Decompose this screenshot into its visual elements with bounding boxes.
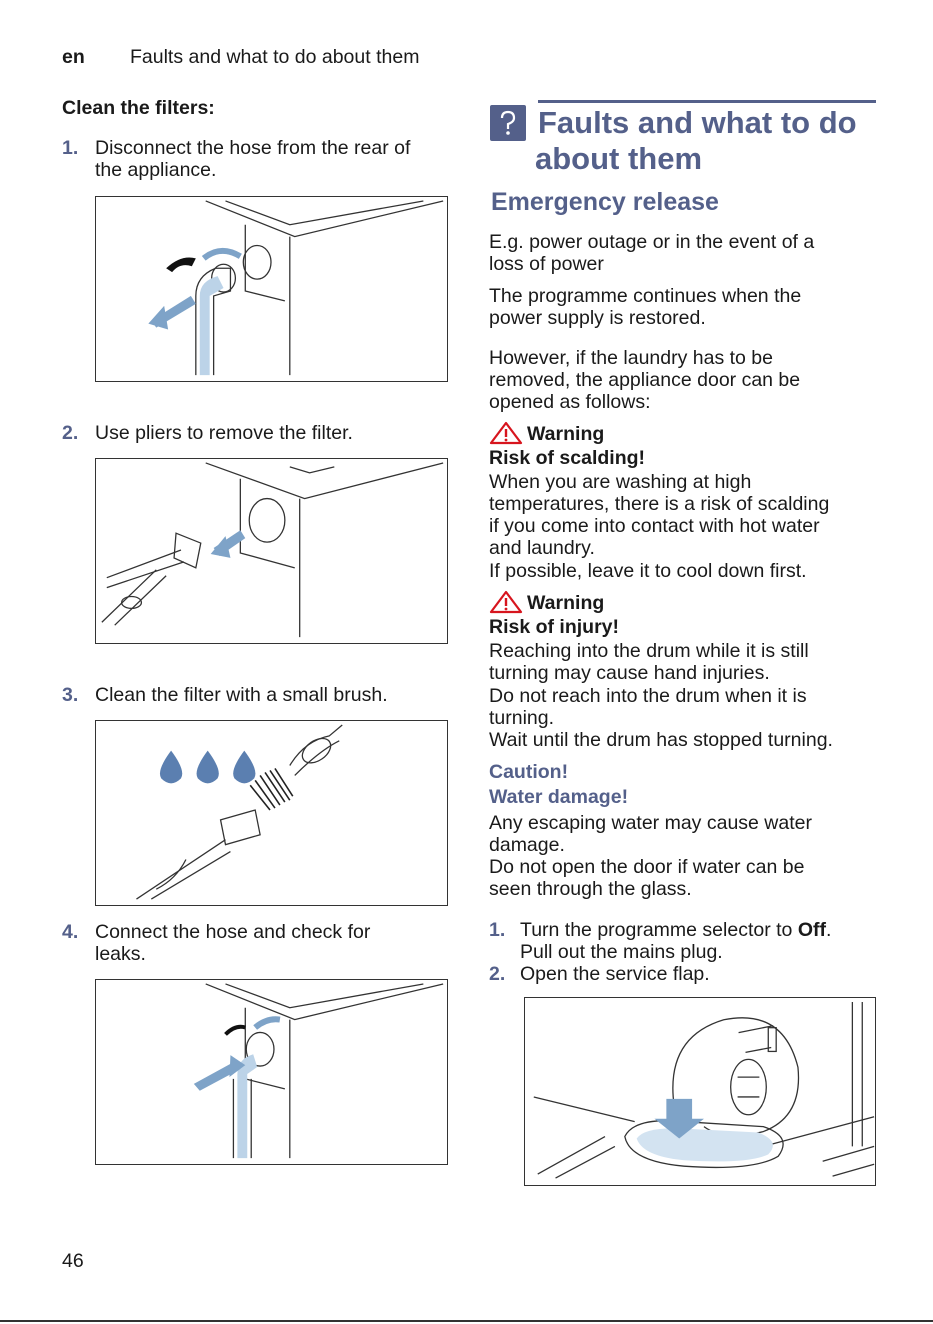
step-text: Open the service flap. bbox=[520, 963, 710, 985]
step-text: Turn the programme selector to Off. bbox=[520, 919, 832, 941]
section-title: Faults and what to do bbox=[538, 105, 857, 140]
warning-text: Do not reach into the drum when it is bbox=[489, 685, 807, 707]
paragraph-text: opened as follows: bbox=[489, 391, 651, 413]
figure-disconnect-hose bbox=[95, 196, 448, 382]
warning-text: if you come into contact with hot water bbox=[489, 515, 820, 537]
figure-clean-filter bbox=[95, 720, 448, 906]
warning-label: Warning bbox=[527, 423, 605, 445]
warning-text: Reaching into the drum while it is still bbox=[489, 640, 809, 662]
step-number: 2. bbox=[489, 963, 506, 985]
step-number: 3. bbox=[62, 684, 79, 706]
figure-remove-filter bbox=[95, 458, 448, 644]
warning-text: If possible, leave it to cool down first. bbox=[489, 560, 807, 582]
warning-text: Wait until the drum has stopped turning. bbox=[489, 729, 833, 751]
warning-text: and laundry. bbox=[489, 537, 595, 559]
pliers-illustration bbox=[96, 459, 447, 643]
section-title-line2: about them bbox=[535, 141, 703, 176]
paragraph-text: power supply is restored. bbox=[489, 307, 706, 329]
warning-text: temperatures, there is a risk of scalding bbox=[489, 493, 830, 515]
caution-text: damage. bbox=[489, 834, 565, 856]
step-number: 4. bbox=[62, 921, 79, 943]
figure-service-flap bbox=[524, 997, 876, 1186]
warning-triangle-icon bbox=[489, 590, 523, 614]
intro-text: loss of power bbox=[489, 253, 604, 275]
caution-label: Caution! bbox=[489, 761, 569, 783]
warning-title: Risk of injury! bbox=[489, 616, 620, 638]
running-header-title: Faults and what to do about them bbox=[130, 46, 420, 68]
step-text: Use pliers to remove the filter. bbox=[95, 422, 353, 444]
question-mark-icon bbox=[490, 105, 526, 141]
step-number: 1. bbox=[62, 137, 79, 159]
figure-connect-hose bbox=[95, 979, 448, 1165]
paragraph-text: However, if the laundry has to be bbox=[489, 347, 773, 369]
page-number: 46 bbox=[62, 1250, 84, 1272]
paragraph-text: The programme continues when the bbox=[489, 285, 802, 307]
connect-hose-illustration bbox=[96, 980, 447, 1164]
step-text: Disconnect the hose from the rear of bbox=[95, 137, 411, 159]
caution-title: Water damage! bbox=[489, 786, 629, 808]
step-text: Connect the hose and check for bbox=[95, 921, 371, 943]
service-flap-illustration bbox=[525, 998, 875, 1185]
step-number: 1. bbox=[489, 919, 506, 941]
intro-text: E.g. power outage or in the event of a bbox=[489, 231, 815, 253]
clean-filters-heading: Clean the filters: bbox=[62, 97, 215, 119]
brush-illustration bbox=[96, 721, 447, 905]
step-text: leaks. bbox=[95, 943, 146, 965]
warning-text: When you are washing at high bbox=[489, 471, 752, 493]
caution-text: Any escaping water may cause water bbox=[489, 812, 812, 834]
page-bottom-rule bbox=[0, 1320, 933, 1322]
warning-triangle-icon bbox=[489, 421, 523, 445]
warning-title: Risk of scalding! bbox=[489, 447, 646, 469]
step-text: Pull out the mains plug. bbox=[520, 941, 723, 963]
step-text: Clean the filter with a small brush. bbox=[95, 684, 388, 706]
warning-text: turning. bbox=[489, 707, 555, 729]
hose-illustration bbox=[96, 197, 447, 381]
paragraph-text: removed, the appliance door can be bbox=[489, 369, 801, 391]
warning-text: turning may cause hand injuries. bbox=[489, 662, 770, 684]
caution-text: seen through the glass. bbox=[489, 878, 692, 900]
warning-label: Warning bbox=[527, 592, 605, 614]
step-number: 2. bbox=[62, 422, 79, 444]
caution-text: Do not open the door if water can be bbox=[489, 856, 805, 878]
emergency-release-heading: Emergency release bbox=[491, 188, 719, 216]
section-rule bbox=[538, 100, 876, 103]
language-code: en bbox=[62, 46, 85, 68]
step-text: the appliance. bbox=[95, 159, 217, 181]
